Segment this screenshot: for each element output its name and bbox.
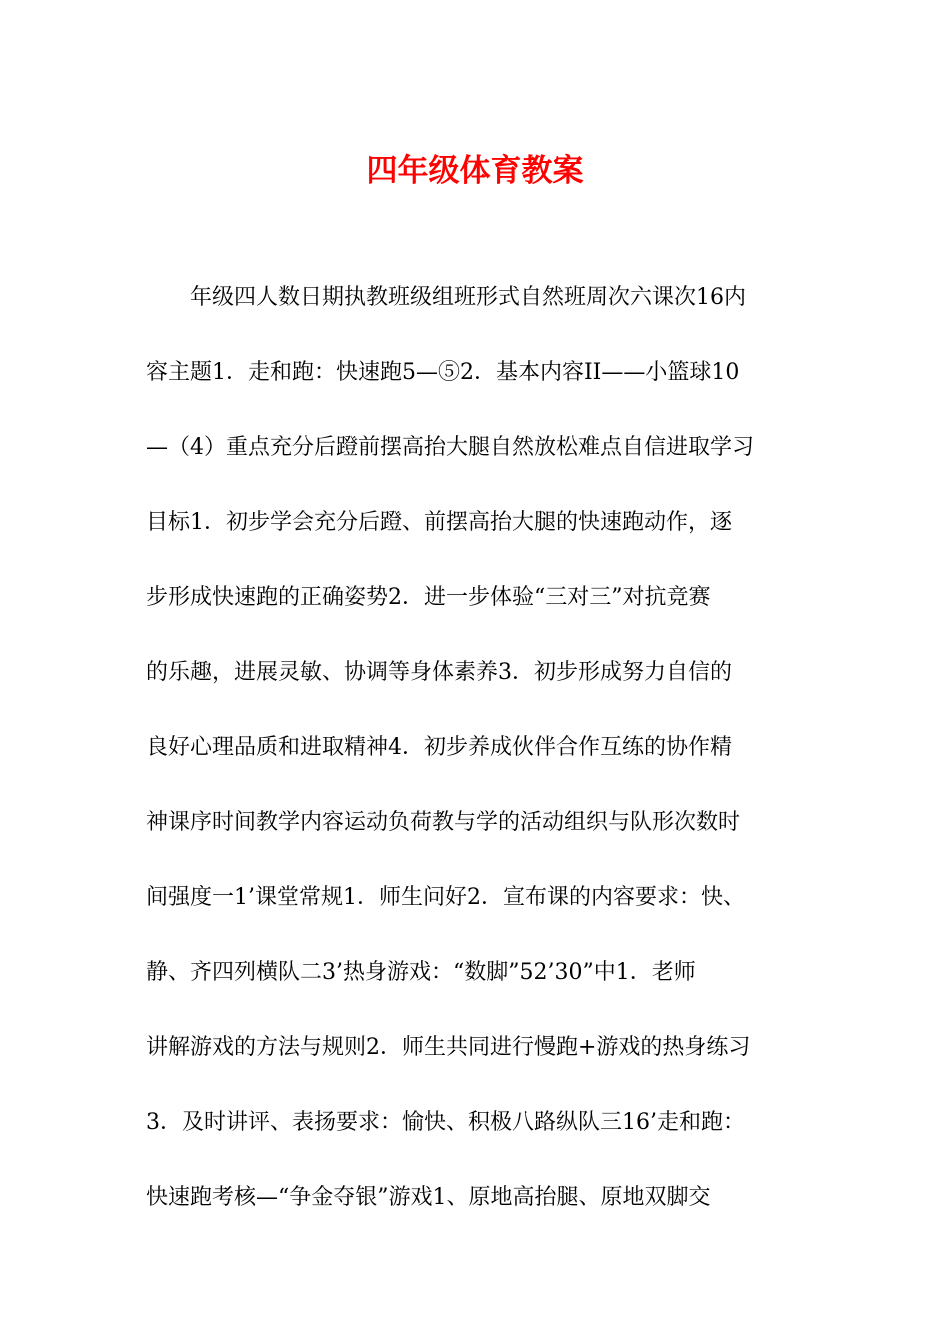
body-line: 步形成快速跑的正确姿势2．进一步体验“三对三”对抗竞赛 [146, 585, 711, 610]
body-line: 目标1．初步学会充分后蹬、前摆高抬大腿的快速跑动作，逐 [146, 510, 732, 535]
document-body [146, 280, 816, 1255]
body-line: 静、齐四列横队二3’热身游戏：“数脚”52’30”中1．老师 [146, 960, 696, 985]
body-line: 容主题1．走和跑：快速跑5—⑤2．基本内容II——小篮球10 [146, 360, 740, 385]
body-line: 讲解游戏的方法与规则2．师生共同进行慢跑+游戏的热身练习 [146, 1035, 751, 1060]
body-line: 的乐趣，进展灵敏、协调等身体素养3．初步形成努力自信的 [146, 660, 732, 685]
body-line: 神课序时间教学内容运动负荷教与学的活动组织与队形次数时 [146, 810, 741, 835]
body-line: 年级四人数日期执教班级组班形式自然班周次六课次16内 [190, 285, 746, 310]
body-line: 快速跑考核—“争金夺银”游戏1、原地高抬腿、原地双脚交 [146, 1185, 711, 1210]
body-line: 间强度一1’课堂常规1．师生问好2．宣布课的内容要求：快、 [146, 885, 745, 910]
body-line: 3．及时讲评、表扬要求：愉快、积极八路纵队三16’走和跑： [146, 1110, 745, 1135]
body-line: 良好心理品质和进取精神4．初步养成伙伴合作互练的协作精 [146, 735, 732, 760]
body-line: —（4）重点充分后蹬前摆高抬大腿自然放松难点自信进取学习 [146, 435, 754, 460]
document-title: 四年级体育教案 [366, 153, 584, 189]
